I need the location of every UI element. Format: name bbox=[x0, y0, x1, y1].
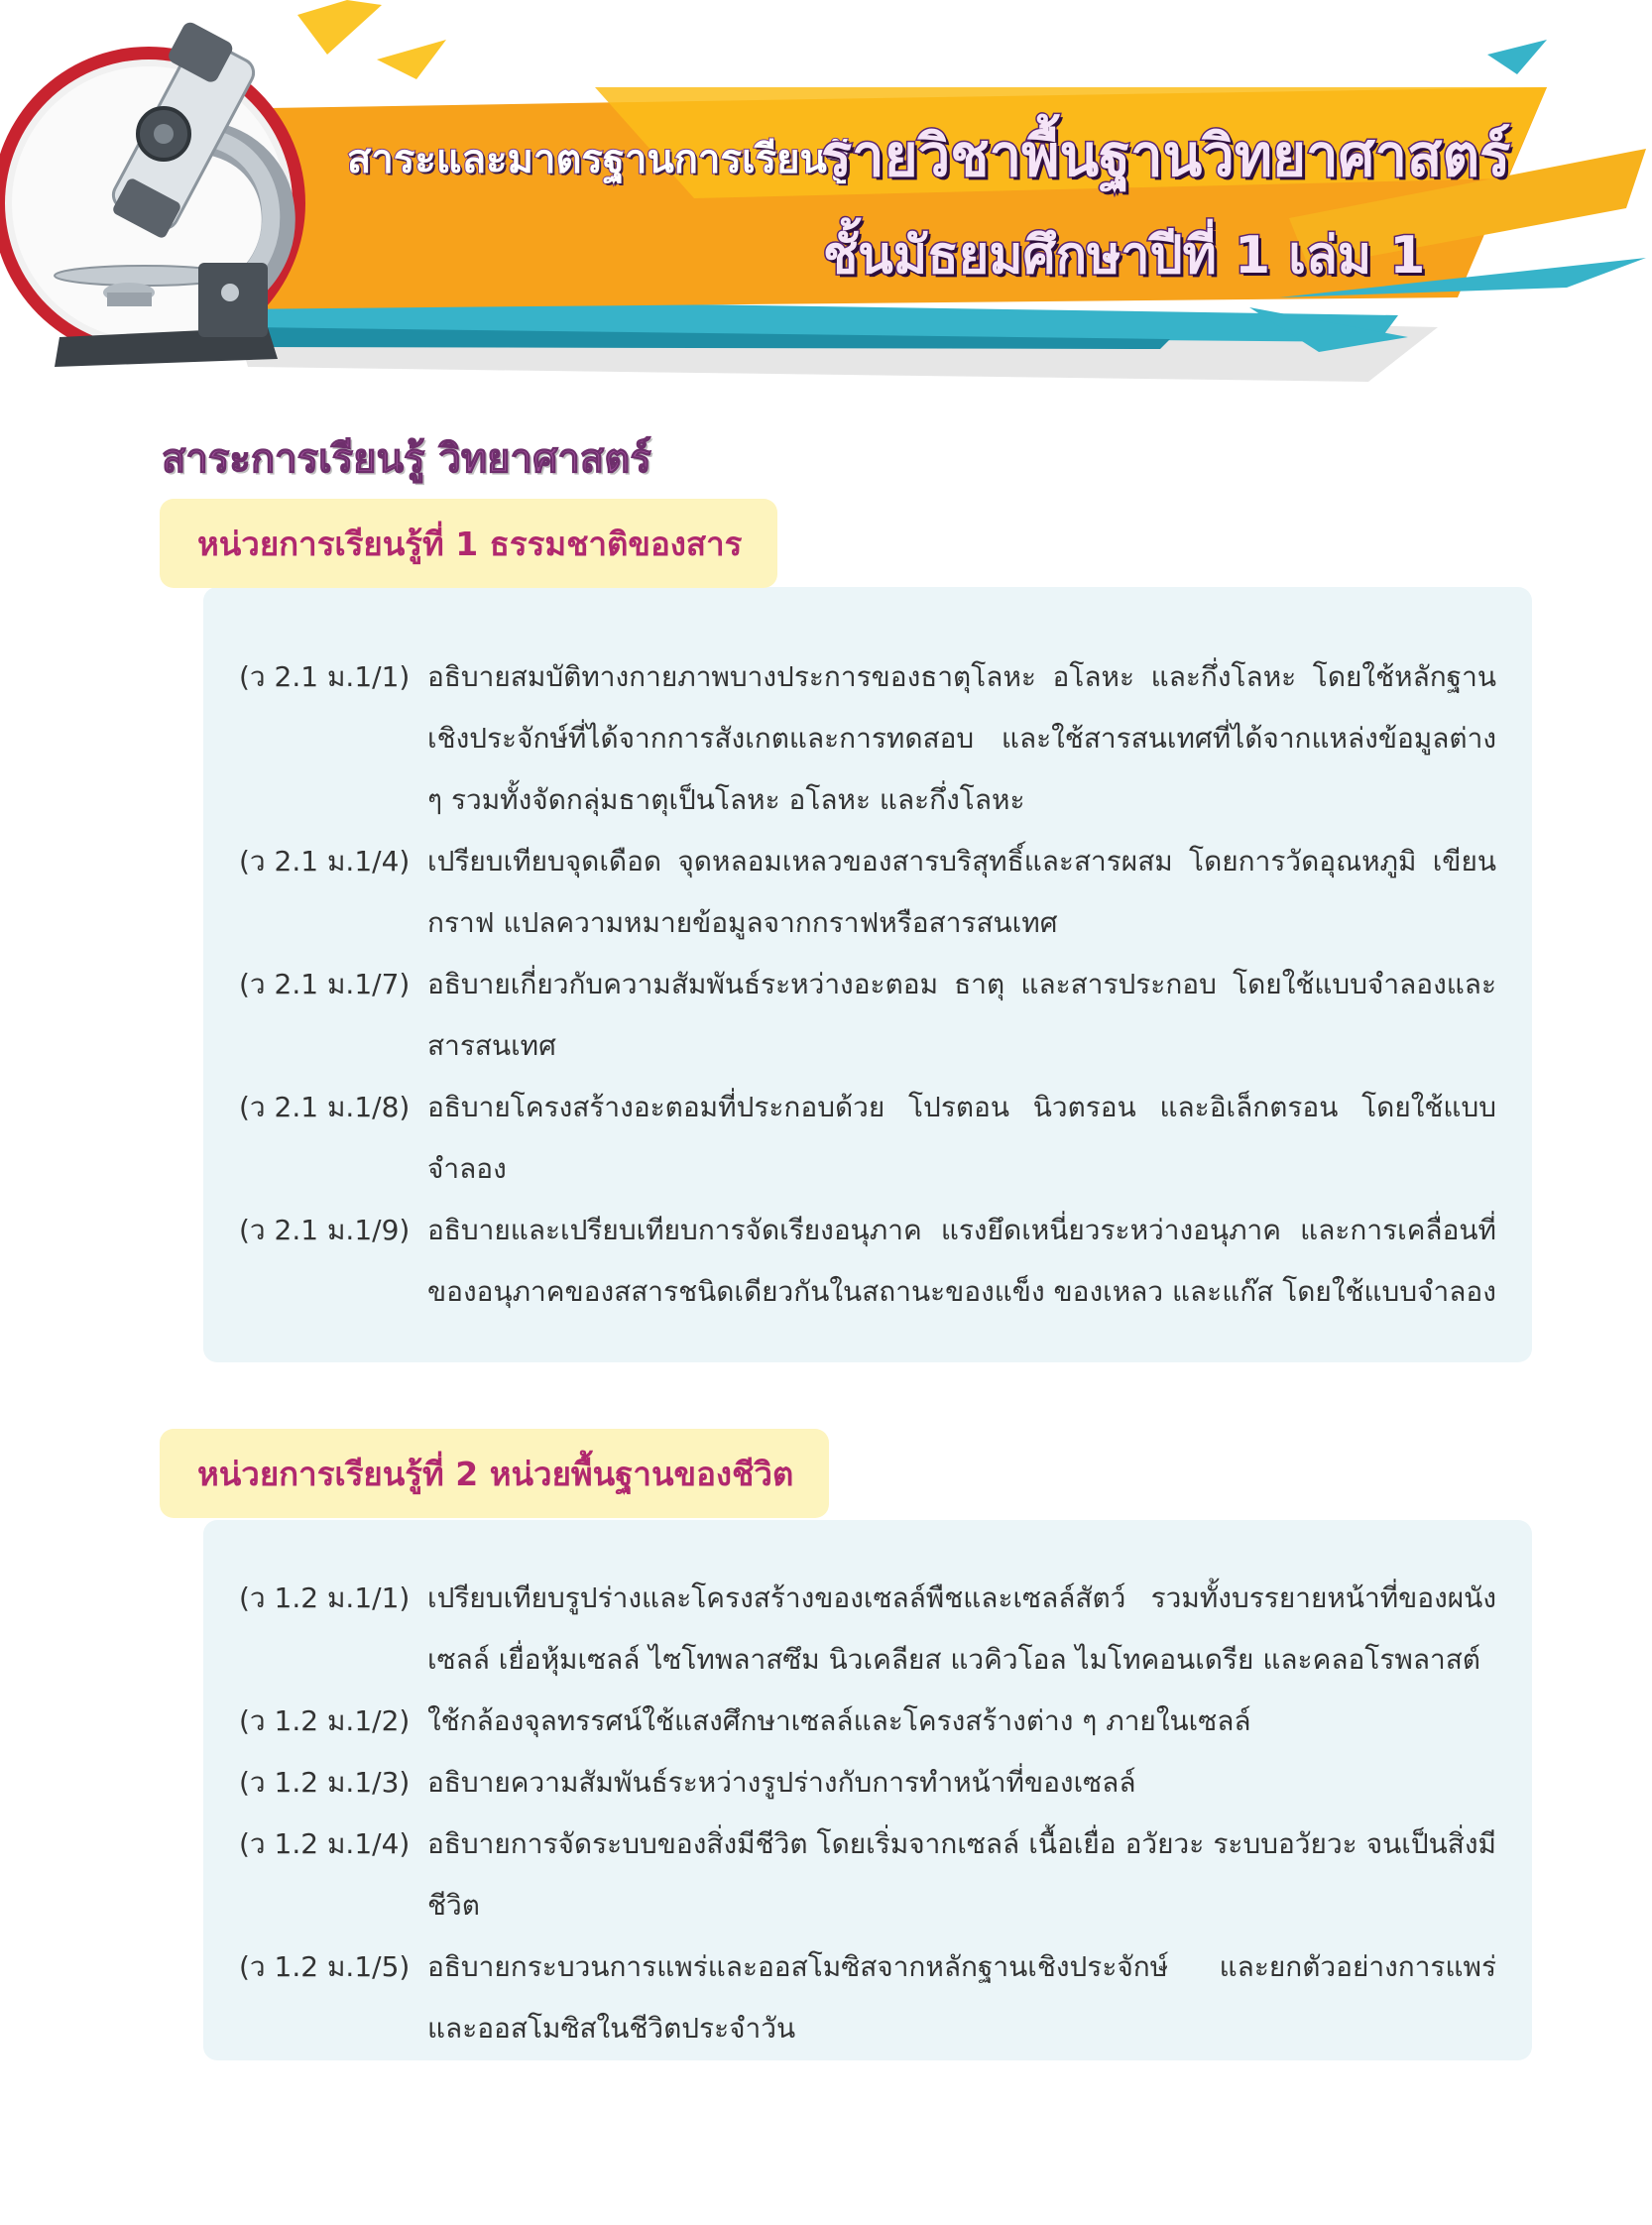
indicator-item bbox=[239, 954, 1496, 1077]
indicator-item bbox=[239, 1814, 1496, 1936]
indicator-text: เปรียบเทียบรูปร่างและโครงสร้างของเซลล์พืชและเซลล์สัตว์ รวมทั้งบรรยายหน้าที่ของผนังเซลล์ เยื่อหุ้มเซลล์ ไซโทพลาสซึม นิวเคลียส แวคิวโอล ไมโทคอนเดรีย และคลอโรพลาสต์ bbox=[427, 1581, 1496, 1676]
indicator-text: เปรียบเทียบจุดเดือด จุดหลอมเหลวของสารบริสุทธิ์และสารผสม โดยการวัดอุณหภูมิ เขียนกราฟ แปลความหมายข้อมูลจากกราฟหรือสารสนเทศ bbox=[427, 845, 1496, 939]
indicator-text: ใช้กล้องจุลทรรศน์ใช้แสงศึกษาเซลล์และโครงสร้างต่าง ๆ ภายในเซลล์ bbox=[427, 1704, 1251, 1737]
indicator-item bbox=[239, 1077, 1496, 1200]
indicator-text: อธิบายเกี่ยวกับความสัมพันธ์ระหว่างอะตอม ธาตุ และสารประกอบ โดยใช้แบบจำลองและสารสนเทศ bbox=[427, 968, 1496, 1062]
header-grade: ชั้นมัธยมศึกษาปีที่ 1 เล่ม 1 bbox=[823, 226, 1426, 286]
unit-2-title: หน่วยการเรียนรู้ที่ 2 หน่วยพื้นฐานของชีวิต bbox=[197, 1454, 794, 1493]
indicator-text: อธิบายความสัมพันธ์ระหว่างรูปร่างกับการทำหน้าที่ของเซลล์ bbox=[427, 1766, 1136, 1799]
unit-1-heading bbox=[160, 499, 777, 588]
indicator-code: (ว 1.2 ม.1/4) bbox=[239, 1827, 411, 1860]
header-title: รายวิชาพื้นฐานวิทยาศาสตร์ bbox=[821, 122, 1511, 189]
unit-2-heading bbox=[160, 1429, 829, 1518]
indicator-code: (ว 1.2 ม.1/3) bbox=[239, 1766, 411, 1799]
header-subtitle: สาระและมาตรฐานการเรียนรู้ bbox=[347, 137, 849, 182]
indicator-code: (ว 2.1 ม.1/7) bbox=[239, 968, 411, 1000]
indicator-item bbox=[239, 1568, 1496, 1691]
unit-2-indicators-box bbox=[203, 1520, 1532, 2060]
unit-1-indicators-box bbox=[203, 587, 1532, 1362]
indicator-text: อธิบายกระบวนการแพร่และออสโมซิสจากหลักฐานเชิงประจักษ์ และยกตัวอย่างการแพร่และออสโมซิสในชีวิตประจำวัน bbox=[427, 1950, 1496, 2045]
indicator-item bbox=[239, 646, 1496, 831]
indicator-item bbox=[239, 1691, 1496, 1752]
indicator-code: (ว 1.2 ม.1/2) bbox=[239, 1704, 411, 1737]
indicator-code: (ว 2.1 ม.1/4) bbox=[239, 845, 411, 878]
indicator-item bbox=[239, 1936, 1496, 2059]
indicator-text: อธิบายการจัดระบบของสิ่งมีชีวิต โดยเริ่มจากเซลล์ เนื้อเยื่อ อวัยวะ ระบบอวัยวะ จนเป็นสิ่งมีชีวิต bbox=[427, 1827, 1496, 1922]
indicator-item bbox=[239, 1752, 1496, 1814]
indicator-text: อธิบายโครงสร้างอะตอมที่ประกอบด้วย โปรตอน นิวตรอน และอิเล็กตรอน โดยใช้แบบจำลอง bbox=[427, 1091, 1496, 1185]
indicator-item bbox=[239, 831, 1496, 954]
indicator-code: (ว 1.2 ม.1/1) bbox=[239, 1581, 411, 1614]
indicator-item bbox=[239, 1200, 1496, 1323]
indicator-code: (ว 2.1 ม.1/8) bbox=[239, 1091, 411, 1123]
indicator-text: อธิบายสมบัติทางกายภาพบางประการของธาตุโลหะ อโลหะ และกึ่งโลหะ โดยใช้หลักฐานเชิงประจักษ์ที่ได้จากการสังเกตและการทดสอบ และใช้สารสนเทศที่ได้จากแหล่งข้อมูลต่าง ๆ รวมทั้งจัดกลุ่มธาตุเป็นโลหะ อโลหะ และกึ่งโลหะ bbox=[427, 660, 1496, 816]
page-header bbox=[0, 0, 1652, 397]
indicator-code: (ว 2.1 ม.1/1) bbox=[239, 660, 411, 693]
strand-title: สาระการเรียนรู้ วิทยาศาสตร์ bbox=[162, 436, 651, 482]
indicator-code: (ว 2.1 ม.1/9) bbox=[239, 1214, 411, 1246]
unit-1-title: หน่วยการเรียนรู้ที่ 1 ธรรมชาติของสาร bbox=[197, 524, 743, 563]
indicator-text: อธิบายและเปรียบเทียบการจัดเรียงอนุภาค แรงยึดเหนี่ยวระหว่างอนุภาค และการเคลื่อนที่ของอนุภาคของสสารชนิดเดียวกันในสถานะของแข็ง ของเหลว และแก๊ส โดยใช้แบบจำลอง bbox=[427, 1214, 1496, 1308]
indicator-code: (ว 1.2 ม.1/5) bbox=[239, 1950, 411, 1983]
